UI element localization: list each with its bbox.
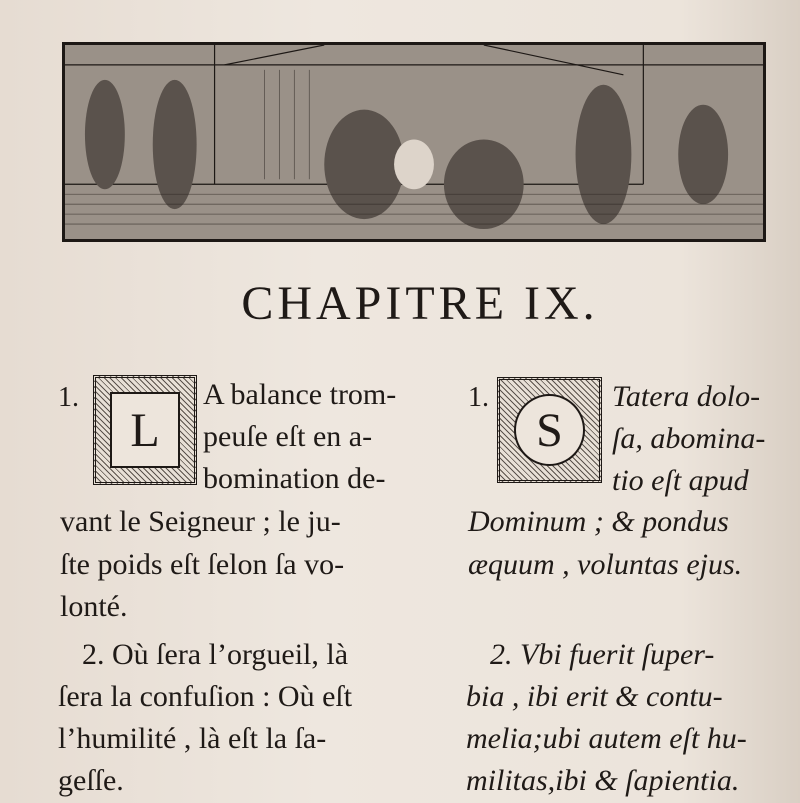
text-line: Tatera dolo-: [612, 380, 761, 413]
text-line: 2. Où ſera l’orgueil, là: [82, 638, 349, 671]
text-line: 2. Vbi fuerit ſuper-: [490, 638, 715, 671]
verse-number: 1.: [58, 382, 79, 413]
text-line: bia , ibi erit & contu-: [466, 680, 723, 713]
drop-cap-letter: S: [514, 394, 585, 466]
text-line: ſte poids eſt ſelon ſa vo-: [60, 548, 345, 581]
text-line: melia;ubi autem eſt hu-: [466, 722, 747, 755]
text-line: Dominum ; & pondus: [468, 505, 729, 538]
text-line: lonté.: [60, 590, 128, 623]
text-line: militas,ibi & ſapientia.: [466, 764, 740, 797]
nativity-woodcut-illustration: [62, 42, 766, 242]
drop-cap-ornament: [497, 377, 602, 483]
text-line: æquum , voluntas ejus.: [468, 548, 743, 581]
drop-cap-letter: L: [110, 392, 180, 468]
text-line: l’humilité , là eſt la ſa-: [58, 722, 327, 755]
text-line: bomination de-: [203, 462, 386, 495]
text-line: ſera la confuſion : Où eſt: [58, 680, 353, 713]
text-line: A balance trom-: [203, 378, 397, 411]
text-line: ſa, abomina-: [612, 422, 766, 455]
text-line: peuſe eſt en a-: [203, 420, 373, 453]
verse-number: 1.: [468, 382, 489, 413]
text-line: vant le Seigneur ; le ju-: [60, 505, 341, 538]
text-line: tio eſt apud: [612, 464, 749, 497]
drop-cap-ornament: [93, 375, 197, 485]
text-line: geſſe.: [58, 764, 124, 797]
chapter-title: CHAPITRE IX.: [241, 277, 599, 330]
